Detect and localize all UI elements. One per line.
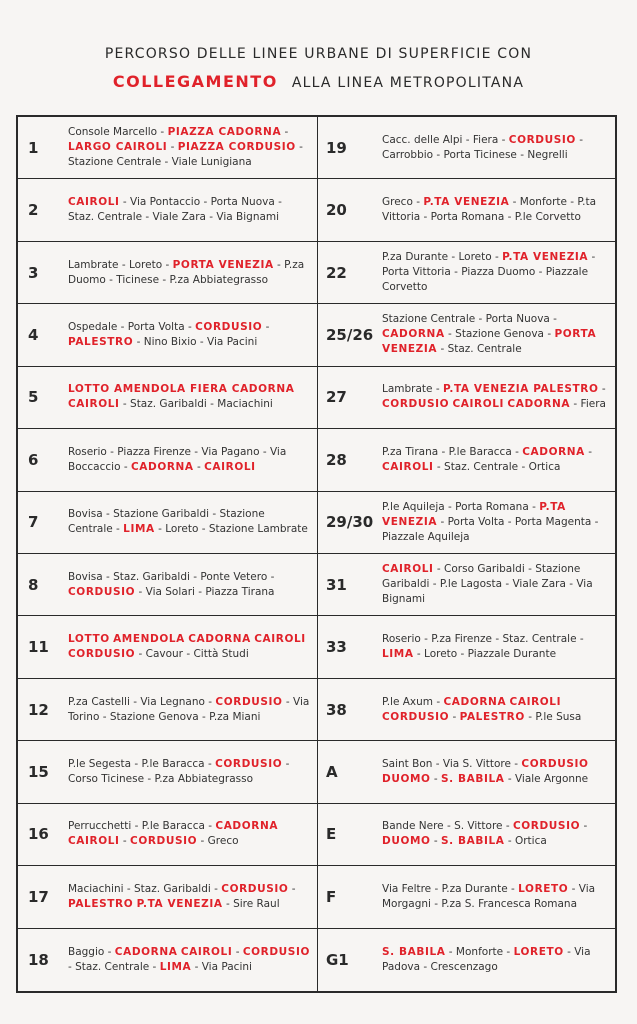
stop-text: P.za Durante - Loreto - — [382, 251, 503, 264]
route-cell-left — [18, 679, 318, 741]
metro-connection: CADORNA — [114, 945, 178, 958]
metro-connection: CORDUSIO — [382, 710, 450, 723]
route-stops — [68, 125, 317, 170]
route-number: 31 — [326, 575, 347, 594]
metro-connection: CORDUSIO — [215, 757, 283, 770]
route-number: F — [326, 887, 337, 906]
stop-text: - — [193, 460, 205, 473]
stop-text: - — [288, 882, 296, 895]
stop-text: Cacc. delle Alpi - Fiera - — [382, 133, 509, 146]
stop-text: Ospedale - Porta Volta - — [68, 320, 196, 333]
stop-text: P.za Castelli - Via Legnano - — [68, 695, 216, 708]
stop-text: - Staz. Garibaldi - Maciachini — [119, 398, 273, 411]
metro-connection: CADORNA — [130, 460, 194, 473]
stop-text: - Viale Argonne — [504, 772, 589, 785]
metro-connection: S. BABILA — [441, 772, 505, 785]
title-highlight: COLLEGAMENTO — [112, 72, 278, 91]
route-stops — [382, 945, 615, 975]
stop-text: Maciachini - Staz. Garibaldi - — [68, 882, 222, 895]
stop-text: P.le Axum - — [382, 695, 444, 708]
stop-text: - Via Torino - Stazione Genova - P.za Miani — [68, 695, 310, 723]
stop-text: - Via Morgagni - P.za S. Francesca Romana — [382, 882, 596, 910]
metro-connection: CORDUSIO — [221, 882, 289, 895]
metro-connection: S. BABILA — [382, 945, 446, 958]
route-number: 12 — [28, 700, 49, 719]
metro-connection: CAIROLI — [509, 695, 562, 708]
route-stops — [382, 882, 615, 912]
metro-connection: DUOMO — [382, 835, 431, 848]
route-number: 7 — [28, 513, 39, 532]
stop-text: - Via Pacini — [191, 960, 252, 973]
metro-connection: P.TA VENEZIA — [502, 251, 589, 264]
metro-connection: LOTTO AMENDOLA FIERA CADORNA — [68, 383, 295, 396]
route-number: E — [326, 825, 337, 844]
metro-connection: CADORNA — [382, 328, 445, 341]
route-cell-left — [18, 117, 318, 179]
route-number: 3 — [28, 263, 39, 282]
metro-connection: LIMA — [382, 648, 414, 661]
metro-connection: PALESTRO — [459, 710, 525, 723]
stop-text: P.le Segesta - P.le Baracca - — [68, 757, 216, 770]
stop-text: - Stazione Genova - — [444, 328, 555, 341]
route-cell-right — [318, 117, 615, 179]
metro-connection: LIMA — [159, 960, 192, 973]
route-cell-left — [18, 929, 318, 991]
stop-text: - Loreto - Piazzale Durante — [413, 648, 557, 661]
metro-connection: CORDUSIO — [382, 398, 450, 411]
metro-connection: CAIROLI — [180, 945, 233, 958]
stop-text: Baggio - — [68, 945, 115, 958]
metro-connection: LORETO — [518, 882, 569, 895]
stop-text: Bovisa - Stazione Garibaldi - Stazione Centrale - — [68, 508, 265, 536]
stop-text: - — [262, 320, 270, 333]
stop-text: - Carrobbio - Porta Ticinese - Negrelli — [382, 133, 584, 161]
stop-text: - — [580, 820, 588, 833]
route-cell-right — [318, 367, 615, 429]
route-number: 22 — [326, 263, 347, 282]
route-cell-left — [18, 554, 318, 616]
route-stops — [382, 312, 615, 357]
route-cell-left — [18, 304, 318, 366]
stop-text: - Fiera — [570, 398, 606, 411]
stop-text: - — [584, 445, 593, 458]
route-number: 6 — [28, 450, 39, 469]
route-stops — [382, 195, 615, 225]
metro-connection: CORDUSIO — [68, 585, 136, 598]
route-number: 11 — [28, 638, 49, 657]
route-cell-right — [318, 804, 615, 866]
metro-connection: PALESTRO — [68, 897, 134, 910]
stop-text: - — [449, 710, 460, 723]
stop-text: Via Feltre - P.za Durante - — [382, 882, 519, 895]
stop-text: - Greco — [197, 835, 239, 848]
route-cell-right — [318, 429, 615, 491]
route-cell-right — [318, 741, 615, 803]
metro-connection: CADORNA — [522, 445, 585, 458]
stop-text: - Cavour - Città Studi — [135, 648, 249, 661]
metro-connection: CORDUSIO — [521, 757, 589, 770]
stop-text: - Monforte - P.ta Vittoria - Porta Romana - P.le Corvetto — [382, 196, 597, 224]
stop-text: Roserio - Piazza Firenze - Via Pagano - Via Boccaccio - — [68, 445, 287, 473]
route-cell-right — [318, 679, 615, 741]
route-stops — [68, 819, 317, 849]
route-cell-right — [318, 179, 615, 241]
metro-connection: P.TA VENEZIA — [136, 897, 223, 910]
route-stops — [68, 757, 317, 787]
route-number: 17 — [28, 887, 49, 906]
stop-text: - Porta Volta - Porta Magenta - Piazzale Aquileja — [382, 515, 599, 543]
route-number: 27 — [326, 388, 347, 407]
route-number: 18 — [28, 950, 49, 969]
metro-connection: AMENDOLA — [113, 633, 185, 646]
metro-connection: CADORNA — [443, 695, 507, 708]
route-cell-left — [18, 429, 318, 491]
metro-connection: PORTA VENEZIA — [172, 258, 274, 271]
metro-connection: CAIROLI — [204, 460, 256, 473]
route-number: 28 — [326, 450, 347, 469]
metro-connection: PORTA VENEZIA — [382, 328, 597, 356]
route-stops — [382, 250, 615, 295]
stop-text: - Nino Bixio - Via Pacini — [133, 335, 258, 348]
stop-text: - — [598, 383, 606, 396]
stop-text: - Staz. Centrale — [437, 343, 522, 356]
route-stops — [382, 695, 615, 725]
stop-text: - Via Pontaccio - Porta Nuova - Staz. Centrale - Viale Zara - Via Bignami — [68, 196, 282, 224]
stop-text: - Ortica — [504, 835, 547, 848]
stop-text: Saint Bon - Via S. Vittore - — [382, 757, 522, 770]
route-number: 16 — [28, 825, 49, 844]
stop-text: Perrucchetti - P.le Baracca - — [68, 820, 216, 833]
metro-connection: CAIROLI — [68, 398, 120, 411]
stop-text: P.za Tirana - P.le Baracca - — [382, 445, 523, 458]
route-cell-left — [18, 741, 318, 803]
stop-text: Lambrate - — [382, 383, 443, 396]
route-stops — [68, 258, 317, 288]
route-number: 33 — [326, 638, 347, 657]
stop-text: Roserio - P.za Firenze - Staz. Centrale - — [382, 633, 584, 646]
metro-connection: LOTTO — [68, 633, 110, 646]
metro-connection: CADORNA — [215, 820, 279, 833]
route-stops — [68, 570, 317, 600]
route-stops — [68, 382, 317, 412]
stop-text: Console Marcello - — [68, 126, 168, 139]
route-stops — [68, 945, 317, 975]
stop-text: - Via Padova - Crescenzago — [382, 945, 591, 973]
route-stops — [382, 382, 615, 412]
route-number: 29/30 — [326, 513, 374, 532]
route-stops — [382, 757, 615, 787]
route-stops — [68, 445, 317, 475]
stop-text: - — [167, 141, 178, 154]
metro-connection: CAIROLI — [254, 633, 306, 646]
stop-text: - Sire Raul — [222, 897, 280, 910]
route-stops — [382, 500, 615, 545]
stop-text: - Stazione Centrale - Viale Lunigiana — [68, 141, 303, 169]
route-stops — [382, 819, 615, 849]
stop-text: Stazione Centrale - Porta Nuova - — [382, 313, 557, 326]
metro-connection: PIAZZA CORDUSIO — [177, 141, 296, 154]
metro-connection: LORETO — [513, 945, 564, 958]
route-cell-left — [18, 367, 318, 429]
route-cell-left — [18, 616, 318, 678]
route-cell-left — [18, 492, 318, 554]
metro-connection: PALESTRO — [68, 335, 134, 348]
route-cell-left — [18, 179, 318, 241]
routes-table — [16, 115, 617, 993]
route-cell-right — [318, 866, 615, 928]
route-stops — [68, 695, 317, 725]
metro-connection: P.TA VENEZIA — [382, 500, 566, 528]
stop-text: - Corso Ticinese - P.za Abbiategrasso — [68, 757, 290, 785]
route-cell-right — [318, 304, 615, 366]
metro-connection: P.TA VENEZIA PALESTRO — [442, 383, 599, 396]
metro-connection: CAIROLI — [452, 398, 505, 411]
metro-connection: CAIROLI — [68, 835, 120, 848]
route-cell-right — [318, 492, 615, 554]
route-cell-left — [18, 866, 318, 928]
route-cell-right — [318, 929, 615, 991]
stop-text: - — [119, 835, 131, 848]
metro-connection: S. BABILA — [441, 835, 505, 848]
stop-text: - — [232, 945, 243, 958]
metro-connection: DUOMO — [382, 772, 431, 785]
metro-connection: PIAZZA CADORNA — [167, 126, 282, 139]
route-cell-right — [318, 616, 615, 678]
stop-text: - P.za Duomo - Ticinese - P.za Abbiategrasso — [68, 258, 305, 286]
route-cell-left — [18, 804, 318, 866]
route-number: 25/26 — [326, 325, 374, 344]
metro-connection: CAIROLI — [382, 563, 434, 576]
route-stops — [68, 632, 317, 662]
stop-text: - Staz. Centrale - Ortica — [433, 460, 561, 473]
stop-text: Bande Nere - S. Vittore - — [382, 820, 513, 833]
title-rest: ALLA LINEA METROPOLITANA — [291, 75, 525, 91]
metro-connection: CORDUSIO — [242, 945, 310, 958]
route-number: 4 — [28, 325, 39, 344]
metro-connection: CORDUSIO — [512, 820, 581, 833]
stop-text: P.le Aquileja - Porta Romana - — [382, 500, 540, 513]
route-number: 1 — [28, 138, 39, 157]
page-title-line2 — [0, 72, 637, 91]
route-cell-left — [18, 242, 318, 304]
stop-text: Lambrate - Loreto - — [68, 258, 173, 271]
route-number: A — [326, 762, 338, 781]
stop-text: - — [430, 772, 442, 785]
metro-connection: CORDUSIO — [195, 320, 263, 333]
route-number: 20 — [326, 201, 347, 220]
route-number: 5 — [28, 388, 39, 407]
route-stops — [382, 445, 615, 475]
route-number: 38 — [326, 700, 347, 719]
stop-text: - Porta Vittoria - Piazza Duomo - Piazzale Corvetto — [382, 251, 596, 294]
metro-connection: CADORNA — [188, 633, 251, 646]
stop-text: - — [281, 126, 289, 139]
route-stops — [382, 133, 615, 163]
metro-connection: CAIROLI — [382, 460, 434, 473]
stop-text: - P.le Susa — [524, 710, 582, 723]
metro-connection: CORDUSIO — [130, 835, 198, 848]
metro-connection: LIMA — [123, 523, 155, 536]
route-stops — [382, 562, 615, 607]
route-number: 2 — [28, 201, 39, 220]
stop-text: - Via Solari - Piazza Tirana — [135, 585, 275, 598]
route-cell-right — [318, 554, 615, 616]
route-number: 19 — [326, 138, 347, 157]
route-stops — [382, 632, 615, 662]
route-stops — [68, 320, 317, 350]
route-number: G1 — [326, 950, 349, 969]
route-stops — [68, 507, 317, 537]
route-number: 8 — [28, 575, 39, 594]
metro-connection: P.TA VENEZIA — [423, 196, 510, 209]
stop-text: - Corso Garibaldi - Stazione Garibaldi - P.le Lagosta - Viale Zara - Via Bignami — [382, 563, 593, 606]
stop-text: Greco - — [382, 196, 424, 209]
stop-text: - Loreto - Stazione Lambrate — [154, 523, 308, 536]
stop-text: - — [430, 835, 442, 848]
stop-text: - Monforte - — [445, 945, 514, 958]
metro-connection: CADORNA — [507, 398, 571, 411]
metro-connection: CORDUSIO — [508, 133, 576, 146]
page-title-line1: PERCORSO DELLE LINEE URBANE DI SUPERFICIE CON — [104, 46, 533, 62]
metro-connection: CAIROLI — [68, 196, 120, 209]
stop-text: - Staz. Centrale - — [68, 960, 160, 973]
stop-text: Bovisa - Staz. Garibaldi - Ponte Vetero - — [68, 570, 275, 583]
route-stops — [68, 195, 317, 225]
route-stops — [68, 882, 317, 912]
route-cell-right — [318, 242, 615, 304]
metro-connection: CORDUSIO — [215, 695, 283, 708]
metro-connection: LARGO CAIROLI — [68, 141, 168, 154]
route-number: 15 — [28, 762, 49, 781]
metro-connection: CORDUSIO — [68, 648, 136, 661]
